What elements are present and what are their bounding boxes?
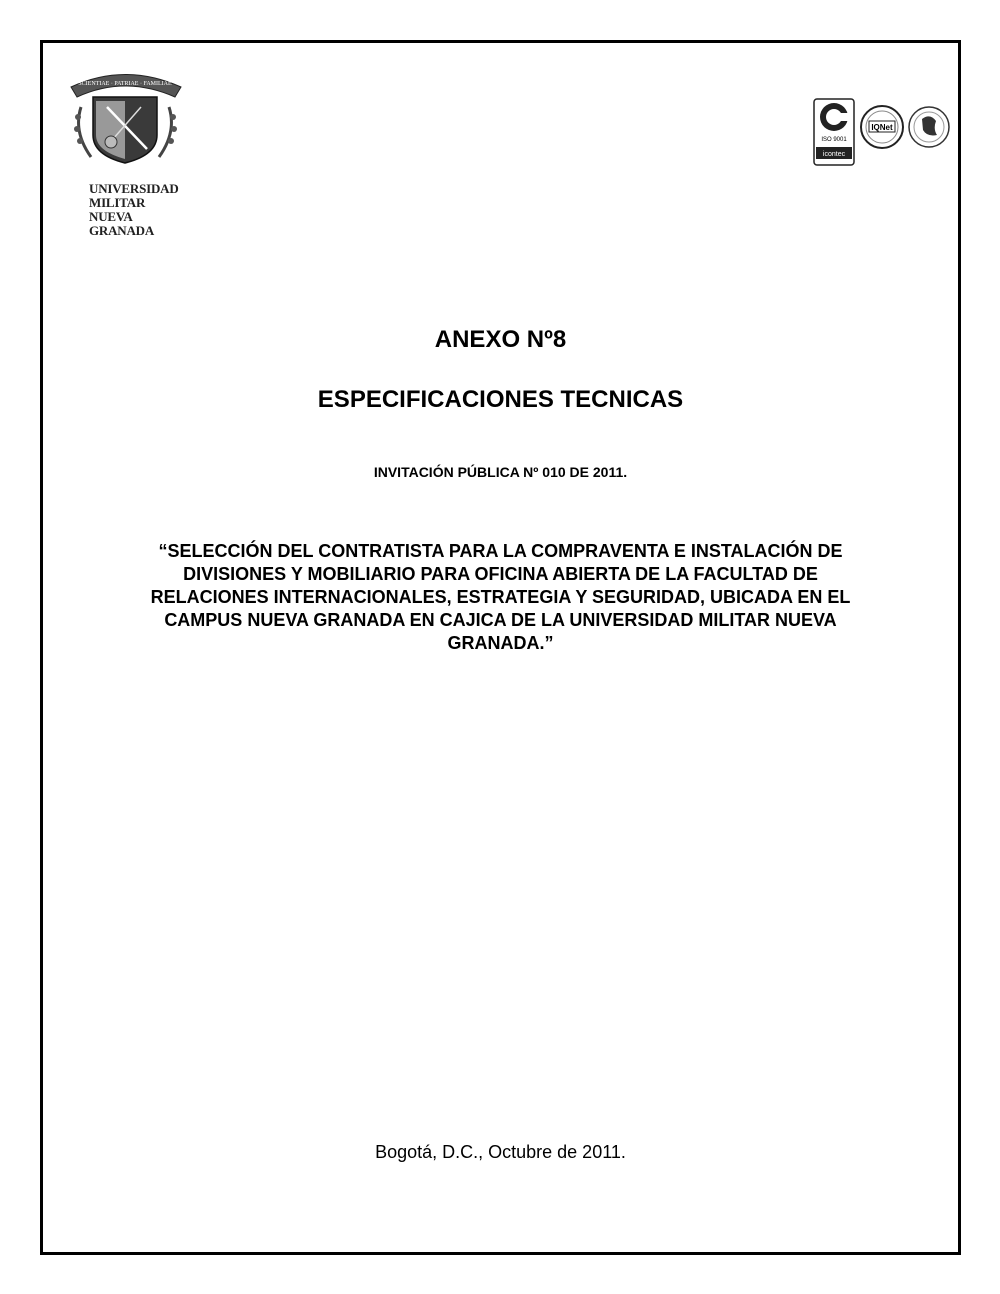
iso-label: ISO 9001 — [821, 137, 847, 143]
university-name-line2: NUEVA GRANADA — [89, 209, 155, 238]
university-crest-icon — [63, 57, 188, 167]
logo-motto: SCIENTIAE · PATRIAE · FAMILIAE — [78, 81, 172, 87]
icontec-label: icontec — [822, 151, 846, 158]
annex-title: ANEXO Nº8 — [434, 326, 567, 353]
university-logo — [63, 57, 188, 238]
certification-logos — [812, 97, 952, 177]
iqnet-icon — [861, 106, 903, 148]
university-name — [89, 182, 188, 238]
icontec-iso-9001-icon — [814, 99, 854, 165]
iqnet-label: IQNet — [871, 123, 893, 132]
university-name-line1: UNIVERSIDAD MILITAR — [89, 181, 179, 210]
invitation-number: INVITACIÓN PÚBLICA Nº 010 DE 2011. — [373, 464, 628, 480]
object-description: “SELECCIÓN DEL CONTRATISTA PARA LA COMPRAVENTA E INSTALACIÓN DE DIVISIONES Y MOBILIARIO PARA OFICINA ABIERTA DE LA FACULTAD DE RELACIONES INTERNACIONALES, ESTRATEGIA Y SEGURIDAD, UBICADA EN EL CAMPUS NUEVA GRANADA EN CAJICA DE LA UNIVERSIDAD MILITAR NUEVA GRANADA.” — [150, 541, 851, 653]
spec-title: ESPECIFICACIONES TECNICAS — [317, 386, 684, 413]
place-date: Bogotá, D.C., Octubre de 2011. — [375, 1142, 626, 1162]
document-page — [40, 40, 961, 1255]
gp-seal-icon — [909, 107, 949, 147]
